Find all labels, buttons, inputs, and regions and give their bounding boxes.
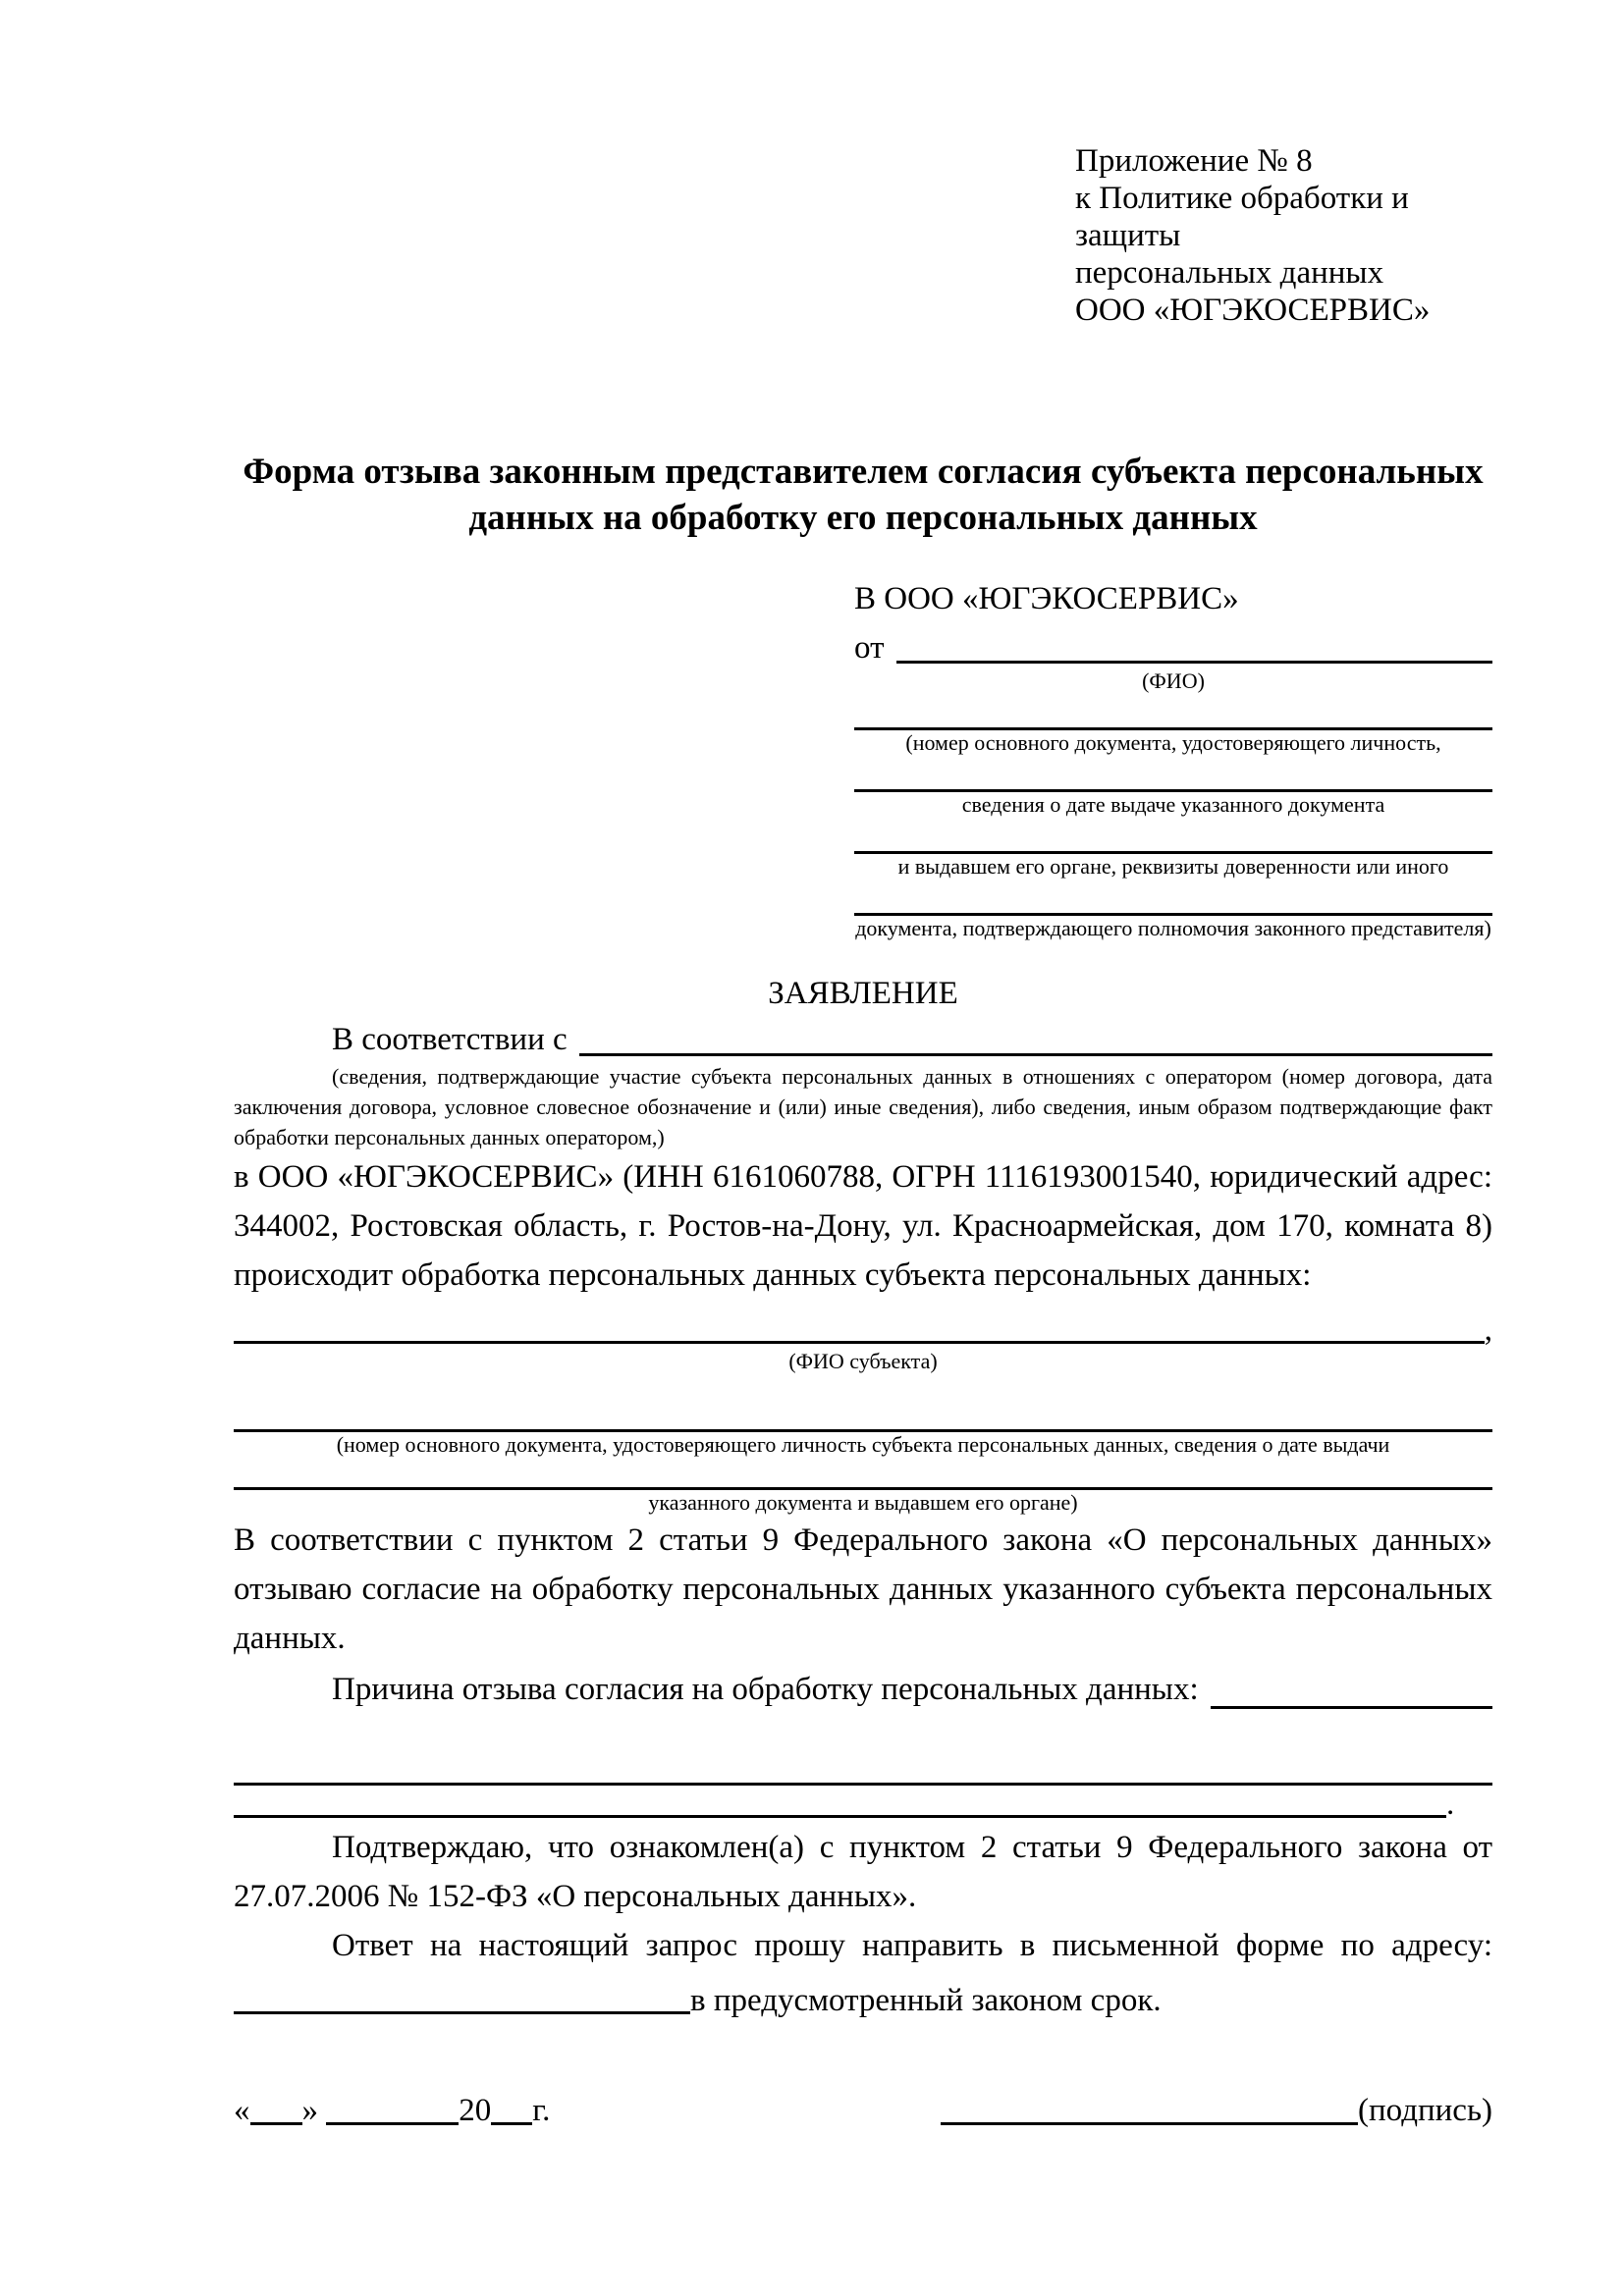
- addressee-block: [854, 578, 1492, 941]
- date-year-suffix: г.: [532, 2093, 551, 2128]
- subject-doc-caption: (номер основного документа, удостоверяющего личность субъекта персональных данных, сведения о дате выдачи: [336, 1432, 1390, 1457]
- from-label: от: [854, 630, 885, 666]
- reply-paragraph: Ответ на настоящий запрос прошу направить в письменной форме по адресу:: [332, 1928, 1492, 1963]
- reason-label: Причина отзыва согласия на обработку персональных данных:: [332, 1672, 1199, 1707]
- intro-blank-line: [579, 1018, 1492, 1056]
- subject-fio-caption: (ФИО субъекта): [788, 1349, 938, 1373]
- reason-continuation-line: [234, 1815, 1446, 1818]
- date-close-quote: »: [301, 2093, 318, 2128]
- date-year-line: [491, 2122, 532, 2125]
- doc-field-line: [854, 818, 1492, 854]
- reply-suffix: в предусмотренный законом срок.: [690, 1983, 1162, 2018]
- reason-row: [234, 1665, 1492, 1714]
- doc-field-caption: документа, подтверждающего полномочия законного представителя): [855, 916, 1491, 940]
- signature-field: [941, 2090, 1492, 2131]
- appendix-header-line: ООО «ЮГЭКОСЕРВИС»: [1075, 293, 1431, 328]
- subject-fio-row: [234, 1300, 1492, 1349]
- appendix-header-line: к Политике обработки и защиты: [1075, 181, 1409, 253]
- doc-field: [854, 818, 1492, 880]
- appendix-header-line: персональных данных: [1075, 255, 1384, 291]
- subject-doc-caption: указанного документа и выдавшем его органе): [648, 1490, 1078, 1515]
- fio-caption: (ФИО): [1142, 668, 1205, 693]
- doc-field: [854, 694, 1492, 756]
- signature-line: [941, 2122, 1358, 2125]
- intro-footnote: (сведения, подтверждающие участие субъекта персональных данных в отношениях с оператором (номер договора, дата заключения договора, условное словесное обозначение и (или) иные сведения), либо сведения, иным образом подтверждающие факт обработки персональных данных оператором,): [234, 1064, 1492, 1149]
- reason-continuation-row: [234, 1786, 1492, 1823]
- addressee-to: В ООО «ЮГЭКОСЕРВИС»: [854, 581, 1239, 616]
- intro-label: В соответствии с: [332, 1022, 568, 1057]
- withdrawal-paragraph: В соответствии с пунктом 2 статьи 9 Федерального закона «О персональных данных» отзываю согласие на обработку персональных данных указанного субъекта персональных данных.: [234, 1522, 1492, 1656]
- appendix-header: [1075, 142, 1492, 329]
- doc-field: [854, 756, 1492, 818]
- reply-address-row: [234, 1970, 1492, 2019]
- date-field: [234, 2090, 550, 2131]
- doc-field-line: [854, 756, 1492, 792]
- date-month-line: [326, 2122, 459, 2125]
- reason-continuation-line: [234, 1737, 1492, 1786]
- doc-field-caption: (номер основного документа, удостоверяющего личность,: [905, 730, 1441, 755]
- confirmation-paragraph: Подтверждаю, что ознакомлен(а) с пунктом 2 статьи 9 Федерального закона от 27.07.2006 № 152-ФЗ «О персональных данных».: [234, 1830, 1492, 1914]
- signature-caption: (подпись): [1358, 2093, 1492, 2128]
- statement-heading: ЗАЯВЛЕНИЕ: [768, 976, 958, 1011]
- intro-row: [234, 1018, 1492, 1061]
- doc-field-line: [854, 694, 1492, 730]
- reason-blank-line: [1211, 1665, 1492, 1709]
- doc-field-caption: и выдавшем его органе, реквизиты доверенности или иного: [897, 854, 1449, 879]
- date-year-prefix: 20: [459, 2093, 492, 2128]
- reason-trailing-period: .: [1446, 1787, 1455, 1822]
- appendix-header-line: Приложение № 8: [1075, 143, 1313, 179]
- doc-field-caption: сведения о дате выдаче указанного документа: [961, 792, 1385, 817]
- reply-address-line: [234, 2011, 690, 2014]
- from-row: [854, 627, 1492, 668]
- doc-field-line: [854, 880, 1492, 916]
- footer-row: [234, 2090, 1492, 2131]
- operator-paragraph: в ООО «ЮГЭКОСЕРВИС» (ИНН 6161060788, ОГРН 1116193001540, юридический адрес: 344002, Ростовская область, г. Ростов-на-Дону, ул. Красноармейская, дом 170, комната 8) происходит обработка персональных данных субъекта персональных данных:: [234, 1159, 1492, 1293]
- date-open-quote: «: [234, 2093, 250, 2128]
- document-title: Форма отзыва законным представителем согласия субъекта персональных данных на обработку его персональных данных: [243, 452, 1484, 538]
- subject-fio-line: [234, 1341, 1485, 1344]
- subject-fio-trailing: ,: [1484, 1312, 1492, 1348]
- doc-field: [854, 880, 1492, 941]
- date-day-line: [250, 2122, 302, 2125]
- fio-blank-line: [896, 627, 1493, 664]
